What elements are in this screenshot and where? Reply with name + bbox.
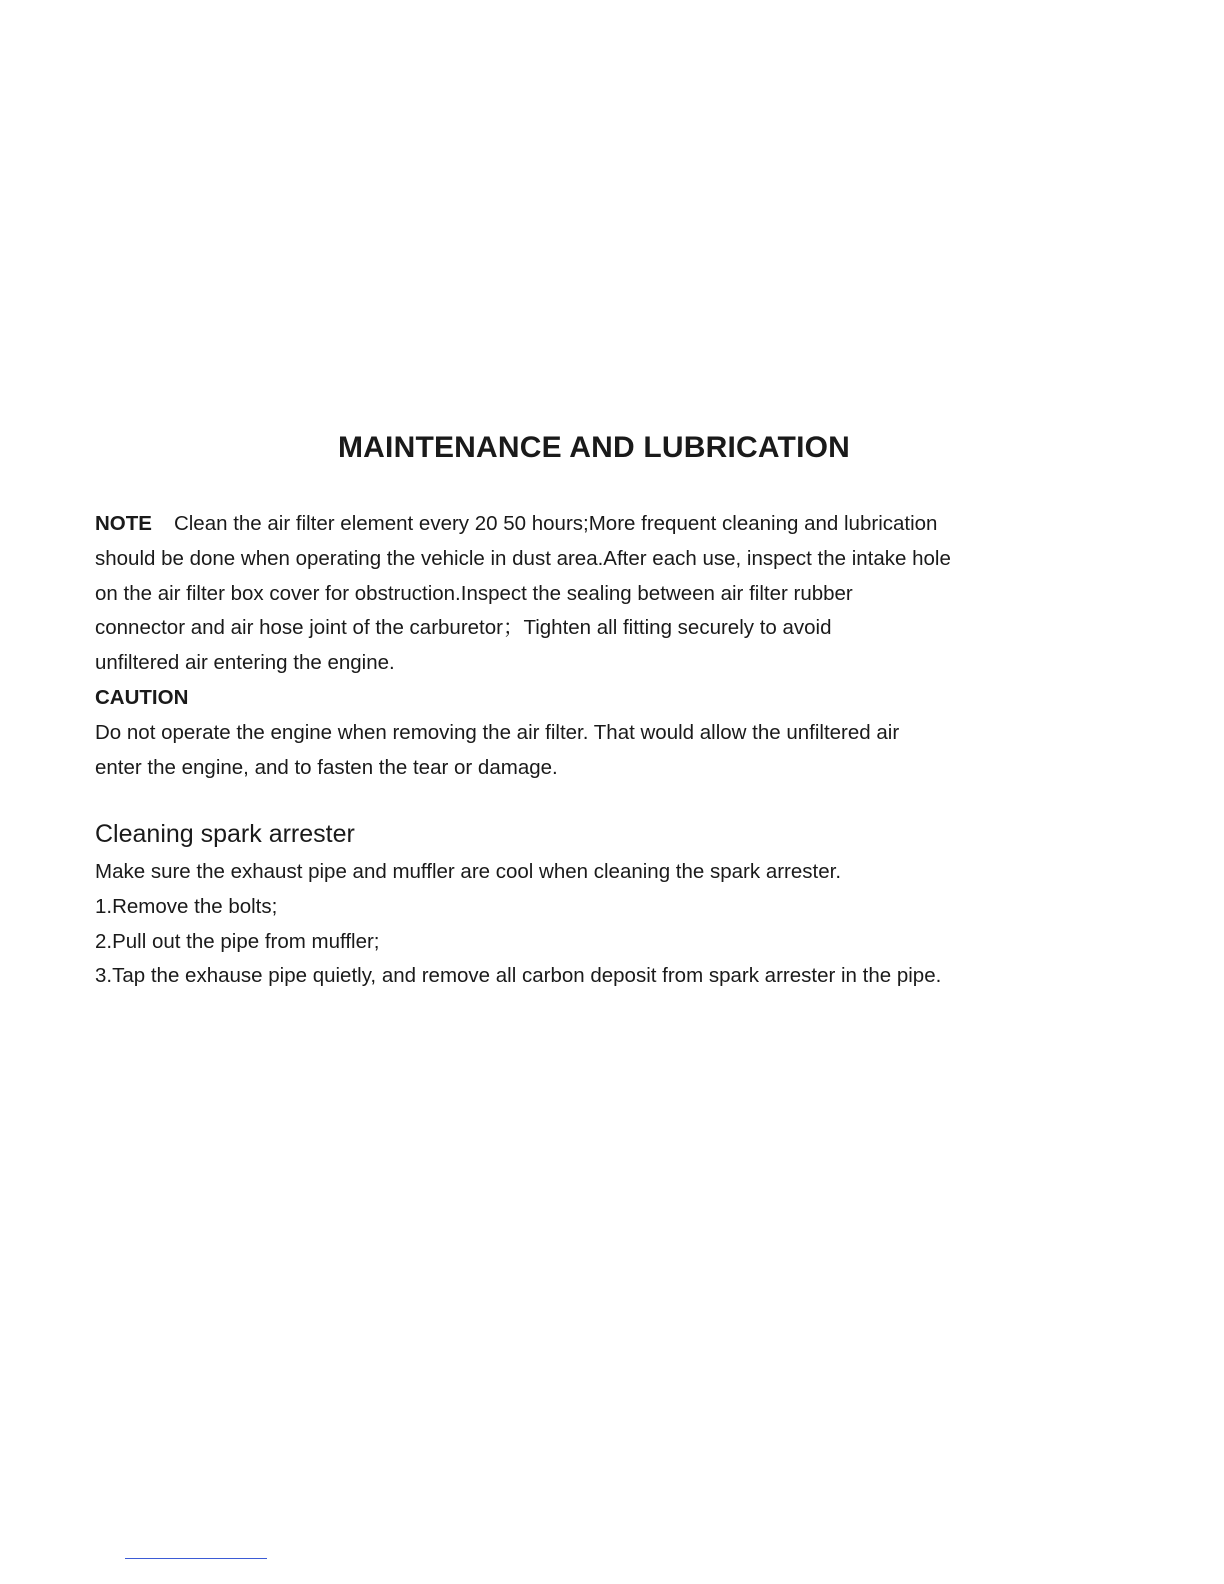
caution-line-1: Do not operate the engine when removing the air filter. That would allow the unfiltered air	[95, 720, 900, 744]
caution-line-2: enter the engine, and to fasten the tear or damage.	[95, 755, 558, 779]
spark-arrester-step-1: 1.Remove the bolts;	[95, 894, 278, 918]
note-label: NOTE	[95, 512, 152, 535]
spark-arrester-step-3: 3.Tap the exhause pipe quietly, and remove all carbon deposit from spark arrester in the pipe.	[95, 964, 942, 988]
note-line-1: Clean the air filter element every 20 50 hours;More frequent cleaning and lubrication	[173, 512, 938, 535]
note-line-5: unfiltered air entering the engine.	[95, 651, 395, 675]
spark-arrester-heading: Cleaning spark arrester	[95, 820, 355, 848]
note-line-3: on the air filter box cover for obstruction.Inspect the sealing between air filter rubber	[95, 581, 853, 605]
spark-arrester-section	[95, 855, 1095, 994]
note-first-line	[95, 507, 1095, 542]
note-line-4: connector and air hose joint of the carburetor；Tighten all fitting securely to avoid	[95, 616, 832, 640]
spark-arrester-step-2: 2.Pull out the pipe from muffler;	[95, 929, 380, 953]
note-line-2: should be done when operating the vehicle in dust area.After each use, inspect the intake hole	[95, 546, 951, 570]
footer-rule	[125, 1558, 267, 1559]
caution-label: CAUTION	[95, 685, 189, 709]
note-section	[95, 507, 1095, 785]
spark-arrester-intro: Make sure the exhaust pipe and muffler are cool when cleaning the spark arrester.	[95, 860, 842, 883]
page-title: MAINTENANCE AND LUBRICATION	[337, 431, 851, 464]
